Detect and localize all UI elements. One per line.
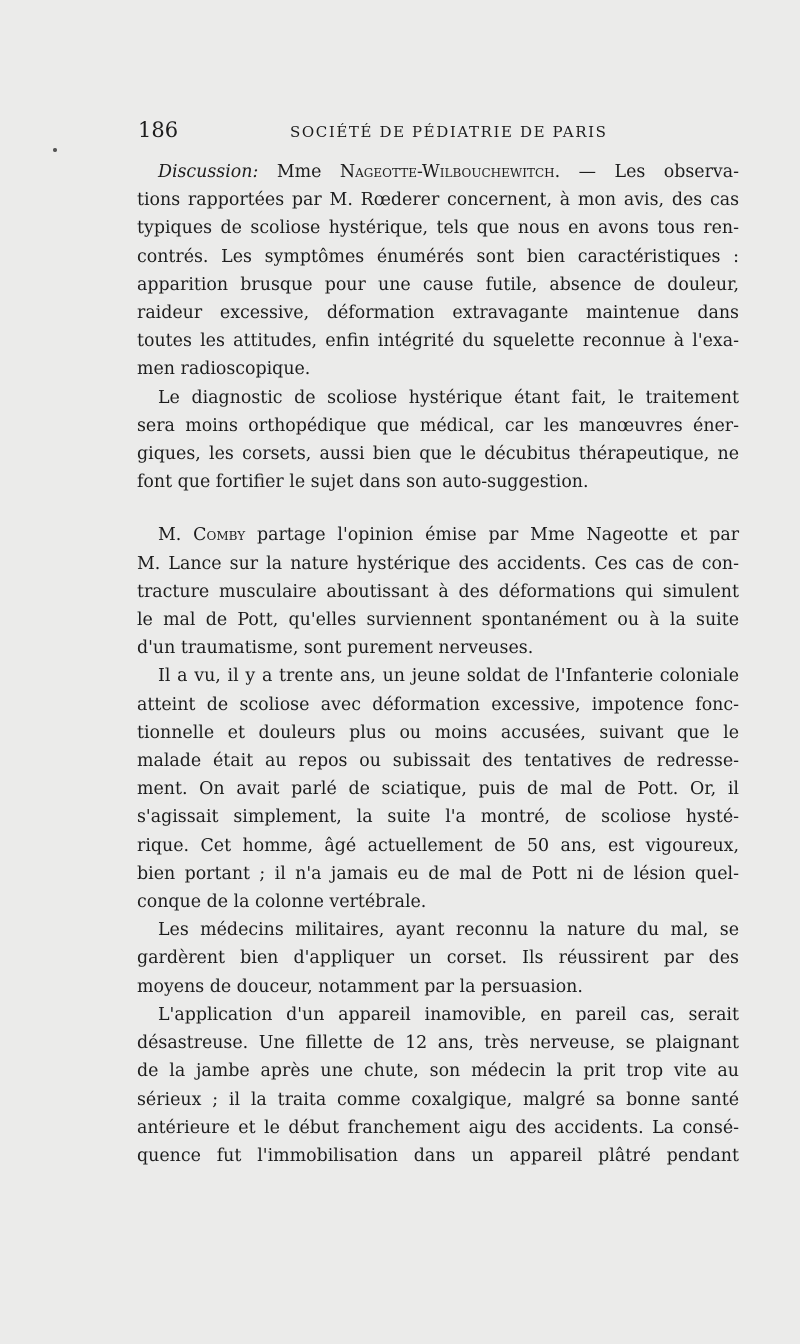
text-line: tracture musculaire aboutissant à des déformations qui simulent xyxy=(137,581,739,602)
text-line: contrés. Les symptômes énumérés sont bien caractéristiques : xyxy=(137,246,739,267)
text-line: giques, les corsets, aussi bien que le décubitus thérapeutique, ne xyxy=(137,444,739,465)
text-line: tions rapportées par M. Rœderer concernent, à mon avis, des cas xyxy=(137,190,739,211)
text-line: sérieux ; il la traita comme coxalgique, malgré sa bonne santé xyxy=(137,1089,739,1110)
text-line: malade était au repos ou subissait des tentatives de redresse- xyxy=(137,751,739,772)
text-line: ment. On avait parlé de sciatique, puis de mal de Pott. Or, il xyxy=(137,779,739,800)
text-line: moyens de douceur, notamment par la persuasion. xyxy=(137,976,583,997)
treatment-paragraph xyxy=(137,384,739,497)
page-header xyxy=(138,118,738,148)
text-line: conque de la colonne vertébrale. xyxy=(137,892,427,913)
speaker-prefix: Mme xyxy=(276,162,322,182)
text-line: Il a vu, il y a trente ans, un jeune soldat de l'Infanterie coloniale xyxy=(158,666,739,687)
text-line xyxy=(137,521,739,549)
running-head: SOCIÉTÉ DE PÉDIATRIE DE PARIS xyxy=(290,123,608,141)
text-line: men radioscopique. xyxy=(137,359,311,380)
text-line: bien portant ; il n'a jamais eu de mal de Pott ni de lésion quel- xyxy=(137,863,739,884)
text-line: raideur excessive, déformation extravagante maintenue dans xyxy=(137,303,739,324)
section-gap xyxy=(137,496,739,521)
line-text: — Les observa- xyxy=(578,162,739,182)
text-line: d'un traumatisme, sont purement nerveuses. xyxy=(137,638,534,659)
appliance-paragraph xyxy=(137,1001,739,1170)
text-line: typiques de scoliose hystérique, tels que nous en avons tous ren- xyxy=(137,218,739,239)
discussion-label: Discussion: xyxy=(158,162,259,182)
speaker-name: Nageotte-Wilbouchewitch. xyxy=(339,162,561,182)
text-line: atteint de scoliose avec déformation excessive, impotence fonc- xyxy=(137,694,739,715)
comby-paragraph xyxy=(137,521,739,662)
text-line: s'agissait simplement, la suite l'a montré, de scoliose hysté- xyxy=(137,807,739,828)
military-paragraph xyxy=(137,916,739,1001)
text-line: désastreuse. Une fillette de 12 ans, très nerveuse, se plaignant xyxy=(137,1033,739,1054)
text-line: rique. Cet homme, âgé actuellement de 50 ans, est vigoureux, xyxy=(137,835,739,856)
text-line: L'application d'un appareil inamovible, en pareil cas, serait xyxy=(158,1004,739,1025)
speaker-name: Comby xyxy=(193,525,246,546)
text-line: de la jambe après une chute, son médecin la prit trop vite au xyxy=(137,1061,739,1082)
text-line: Les médecins militaires, ayant reconnu la nature du mal, se xyxy=(158,920,739,941)
text-line: sera moins orthopédique que médical, car les manœuvres éner- xyxy=(137,415,739,436)
line-text: partage l'opinion émise par Mme Nageotte et par xyxy=(256,525,740,546)
text-line xyxy=(137,158,739,186)
text-line: M. Lance sur la nature hystérique des accidents. Ces cas de con- xyxy=(137,553,739,574)
ink-speck xyxy=(53,148,57,152)
page-body xyxy=(137,158,739,1170)
page-number: 186 xyxy=(138,118,179,142)
text-line: apparition brusque pour une cause futile, absence de douleur, xyxy=(137,274,739,295)
text-line: le mal de Pott, qu'elles surviennent spontanément ou à la suite xyxy=(137,610,739,631)
text-line: quence fut l'immobilisation dans un appareil plâtré pendant xyxy=(137,1145,739,1166)
soldier-paragraph xyxy=(137,662,739,916)
text-line: tionnelle et douleurs plus ou moins accusées, suivant que le xyxy=(137,722,739,743)
discussion-paragraph xyxy=(137,158,739,384)
text-line: Le diagnostic de scoliose hystérique étant fait, le traitement xyxy=(158,387,739,408)
speaker-prefix: M. xyxy=(158,525,182,546)
text-line: antérieure et le début franchement aigu des accidents. La consé- xyxy=(137,1117,739,1138)
text-line: toutes les attitudes, enfin intégrité du squelette reconnue à l'exa- xyxy=(137,331,739,352)
text-line: font que fortifier le sujet dans son auto-suggestion. xyxy=(137,472,589,493)
text-line: gardèrent bien d'appliquer un corset. Ils réussirent par des xyxy=(137,948,739,969)
